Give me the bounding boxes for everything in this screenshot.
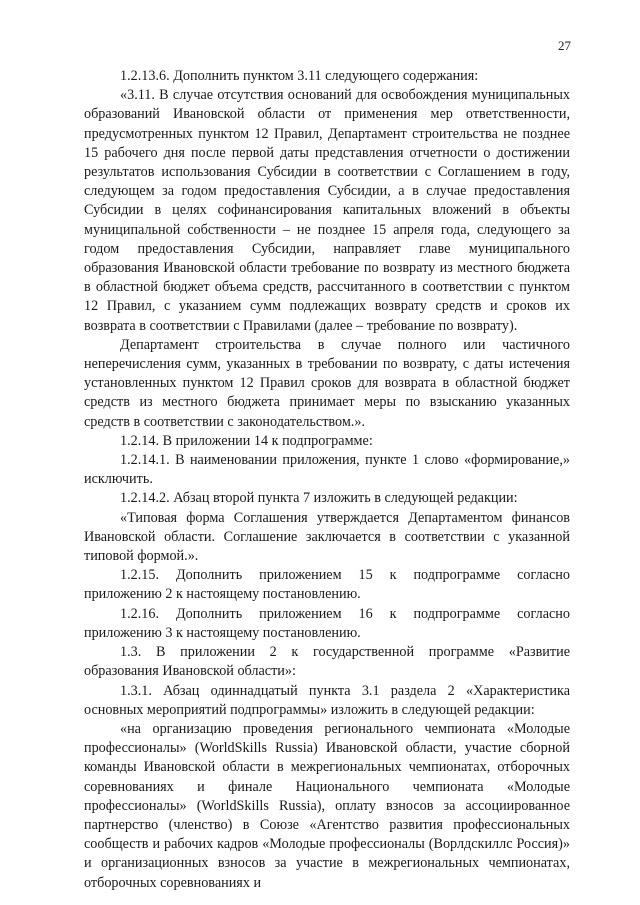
- paragraph-typical-form: «Типовая форма Соглашения утверждается Департаментом финансов Ивановской области. Соглашение заключается в соответствии с указанной типовой формой.».: [84, 509, 570, 565]
- paragraph-1-2-14-2: 1.2.14.2. Абзац второй пункта 7 изложить в следующей редакции:: [120, 490, 518, 507]
- document-body: [84, 67, 570, 893]
- paragraph-1-2-15: 1.2.15. Дополнить приложением 15 к подпрограмме согласно приложению 2 к настоящему постановлению.: [84, 567, 570, 603]
- paragraph-worldskills: «на организацию проведения регионального чемпионата «Молодые профессионалы» (WorldSkills Russia) Ивановской области, участие сборной команды Ивановской области в межрегиональных чемпионатах, отборочных соревнованиях и финале Национального чемпионата «Молодые профессионалы» (WorldSkills Russia), оплату взносов за ассоциированное партнерство (членство) в Союзе «Агентство развития профессиональных сообществ и рабочих кадров «Молодые профессионалы (Ворлдскиллс Россия)» и организационных взносов за участие в межрегиональных чемпионатах, отборочных соревнованиях и: [84, 720, 570, 891]
- paragraph-1-2-14: 1.2.14. В приложении 14 к подпрограмме:: [120, 432, 373, 449]
- paragraph-1-2-13-6: 1.2.13.6. Дополнить пунктом 3.11 следующего содержания:: [120, 68, 479, 84]
- paragraph-department-measures: Департамент строительства в случае полного или частичного неперечисления сумм, указанных в требовании по возврату, с даты истечения установленных пунктом 12 Правил сроков для возврата в областной бюджет средств из местного бюджета принимает меры по взысканию указанных средств в соответствии с законодательством.».: [84, 336, 570, 430]
- paragraph-1-2-14-1: 1.2.14.1. В наименовании приложения, пункте 1 слово «формирование,» исключить.: [84, 452, 570, 488]
- paragraph-1-2-16: 1.2.16. Дополнить приложением 16 к подпрограмме согласно приложению 3 к настоящему постановлению.: [84, 605, 570, 641]
- paragraph-3-11-text: «3.11. В случае отсутствия оснований для освобождения муниципальных образований Ивановской области от применения мер ответственности, предусмотренных пунктом 12 Правил, Департамент строительства не позднее 15 рабочего дня после первой даты представления отчетности о достижении результатов использования Субсидии в соответствии с Соглашением в году, следующем за годом предоставления Субсидии, а в случае предоставления Субсидии в целях софинансирования капитальных вложений в объекты муниципальной собственности – не позднее 15 апреля года, следующего за годом предоставления Субсидии, направляет главе муниципального образования Ивановской области требование по возврату из местного бюджета в областной бюджет объема средств, рассчитанного в соответствии с пунктом 12 Правил, с указанием сумм подлежащих возврату средств и сроков их возврата в соответствии с Правилами (далее – требование по возврату).: [84, 87, 570, 334]
- paragraph-1-3-1: 1.3.1. Абзац одиннадцатый пункта 3.1 раздела 2 «Характеристика основных мероприятий подпрограммы» изложить в следующей редакции:: [84, 682, 570, 718]
- paragraph-1-3: 1.3. В приложении 2 к государственной программе «Развитие образования Ивановской области»:: [84, 644, 570, 680]
- page-number: 27: [558, 38, 571, 53]
